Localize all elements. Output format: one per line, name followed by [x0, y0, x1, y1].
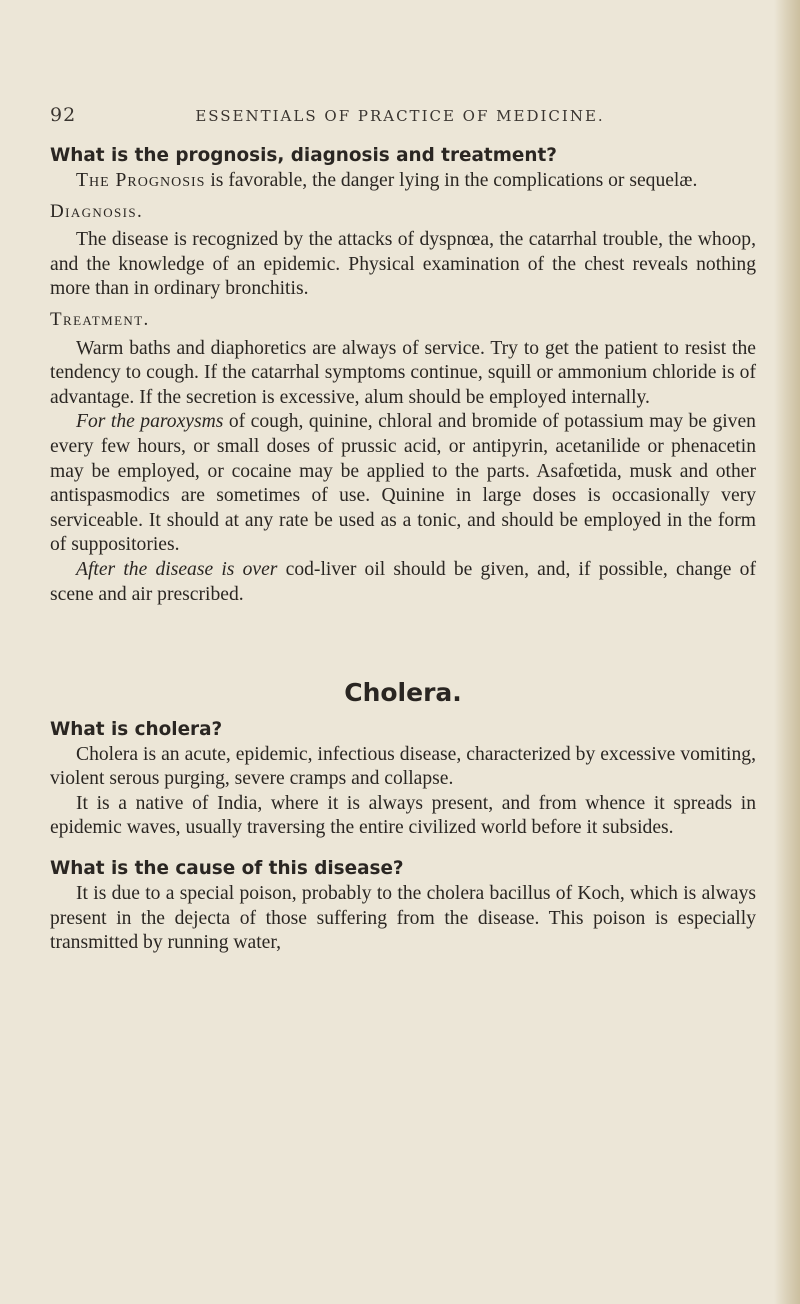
diagnosis-heading: Diagnosis.	[50, 200, 144, 222]
treatment-heading: Treatment.	[50, 308, 150, 330]
after-disease-emphasis: After the disease is over	[76, 558, 278, 580]
page-header	[50, 104, 750, 128]
diagnosis-paragraph: The disease is recognized by the attacks of dyspnœa, the catarrhal trouble, the whoop, and the knowledge of an epidemic. Physical examination of the chest reveals nothing more than in ordinary bronchitis.	[50, 229, 756, 300]
prognosis-paragraph	[50, 169, 756, 194]
running-head: ESSENTIALS OF PRACTICE OF MEDICINE.	[195, 107, 605, 125]
cholera-paragraph-1: Cholera is an acute, epidemic, infectious disease, characterized by excessive vomiting, violent serous purging, severe cramps and collapse.	[50, 743, 756, 790]
section-gap	[50, 841, 756, 855]
chapter-title: Cholera.	[344, 678, 462, 708]
treatment-paragraph-3	[50, 558, 756, 607]
prognosis-label: The Prognosis	[76, 170, 206, 191]
prognosis-text: is favorable, the danger lying in the complications or sequelæ.	[205, 170, 698, 191]
treatment-paragraph-2-text: of cough, quinine, chloral and bromide of potassium may be given every few hours, or small doses of prussic acid, or antipyrin, acetanilide or phenacetin may be employed, or cocaine may be applied to the parts. Asafœtida, musk and other antispasmodics are sometimes of use. Quinine in large doses is occasionally very serviceable. It should at any rate be used as a tonic, and should be employed in the form of suppositories.	[50, 411, 756, 556]
page-edge-shadow	[774, 0, 800, 1304]
question-heading-cholera: What is cholera?	[50, 718, 223, 740]
question-heading-cause: What is the cause of this disease?	[50, 858, 404, 880]
paroxysms-emphasis: For the paroxysms	[76, 411, 224, 433]
cause-paragraph: It is due to a special poison, probably to the cholera bacillus of Koch, which is always present in the dejecta of those suffering from the disease. This poison is especially transmitted by running water,	[50, 883, 756, 954]
page-body	[50, 142, 756, 956]
question-heading-prognosis: What is the prognosis, diagnosis and treatment?	[50, 145, 557, 166]
treatment-paragraph-1: Warm baths and diaphoretics are always of service. Try to get the patient to resist the tendency to cough. If the catarrhal symptoms continue, squill or ammonium chloride is of advantage. If the secretion is excessive, alum should be employed internally.	[50, 337, 756, 408]
page-number: 92	[50, 104, 77, 126]
treatment-paragraph-3-text: cod-liver oil should be given, and, if possible, change of scene and air prescribed.	[50, 558, 756, 605]
treatment-paragraph-2	[50, 410, 756, 558]
cholera-paragraph-2: It is a native of India, where it is always present, and from whence it spreads in epidemic waves, usually traversing the entire civilized world before it subsides.	[50, 792, 756, 839]
